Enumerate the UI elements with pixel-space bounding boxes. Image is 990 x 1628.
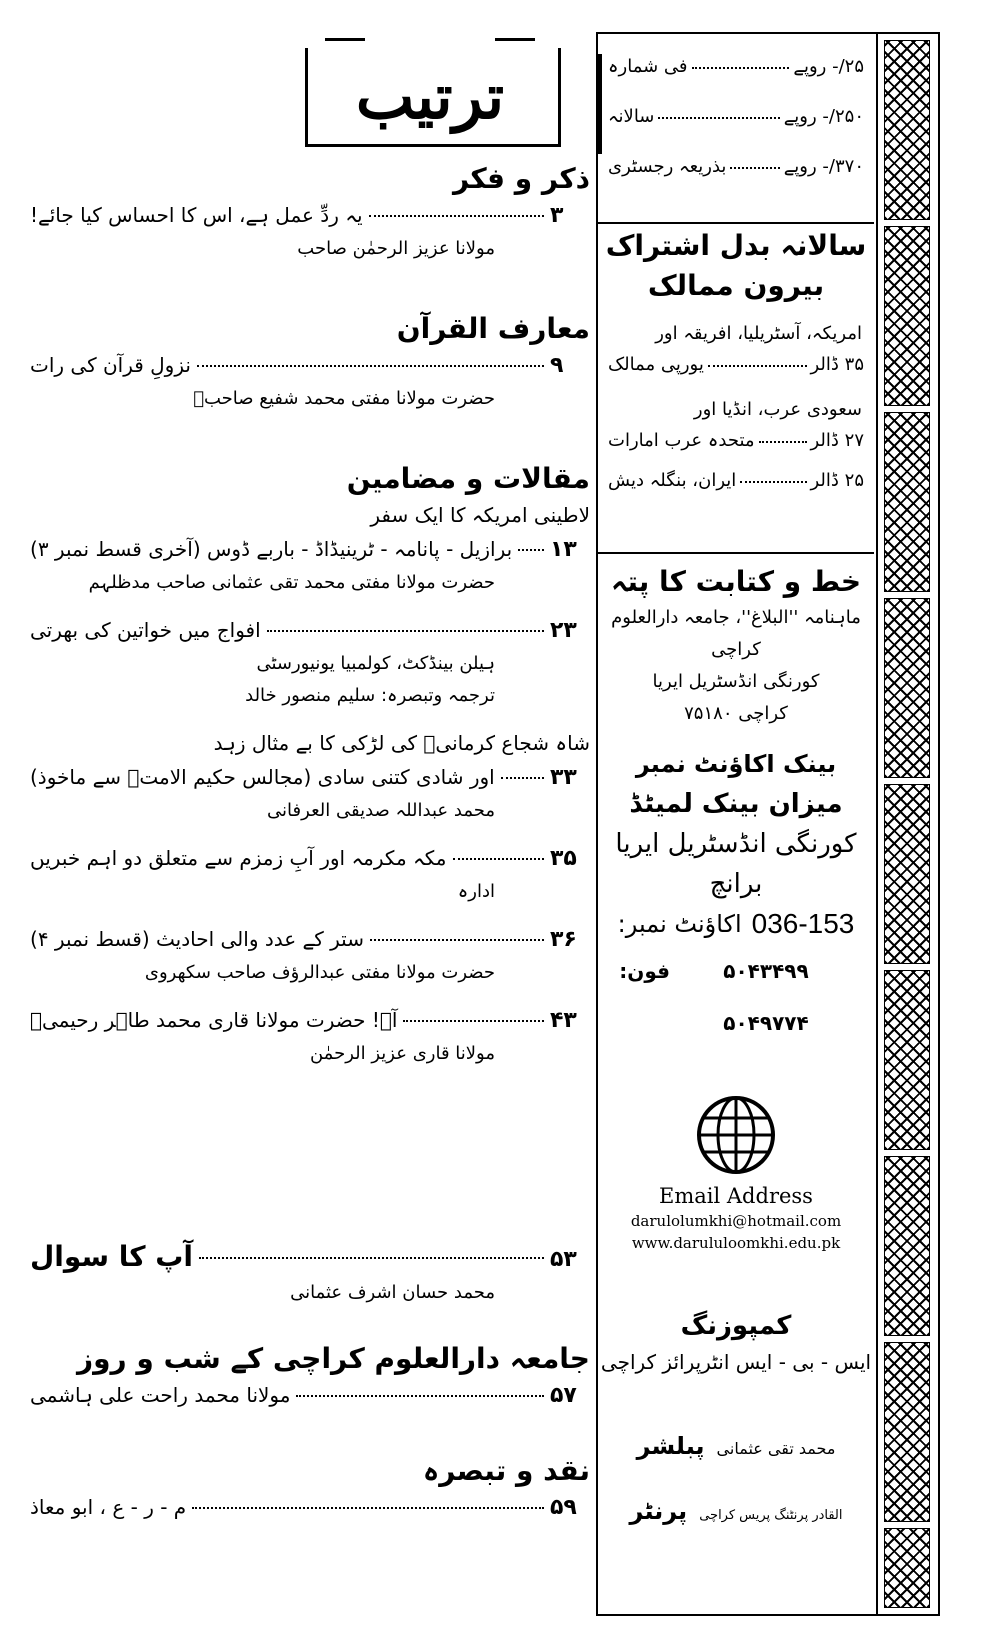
bank-name: میزان بینک لمیٹڈ <box>629 789 843 819</box>
section-heading: جامعہ دارالعلوم کراچی کے شب و روز <box>77 1342 590 1375</box>
leader-dots <box>192 1506 544 1509</box>
account-label: اکاؤنٹ نمبر: <box>617 910 742 938</box>
phone-block <box>598 954 874 1058</box>
address-line: کراچی ۷۵۱۸۰ <box>684 703 788 724</box>
foreign-subheading: بیرون ممالک <box>647 269 825 302</box>
entry-page: ۳۶ <box>550 927 577 952</box>
leader-dots <box>692 66 790 69</box>
website-link[interactable]: www.darululoomkhi.edu.pk <box>631 1234 841 1252</box>
entry-author: حضرت مولانا مفتی محمد شفیع صاحبؒ <box>193 388 495 409</box>
section-zikr-o-fikr <box>30 160 590 265</box>
entry-page: ۳ <box>550 203 564 228</box>
section-heading: معارف القرآن <box>396 312 590 345</box>
entry-title: آہ! حضرت مولانا قاری محمد طاہر رحیمیؒ <box>30 1008 398 1032</box>
bank-block <box>598 744 874 944</box>
toc-entry[interactable] <box>30 1378 590 1413</box>
toc-entry[interactable] <box>30 348 590 383</box>
entry-author: حضرت مولانا مفتی محمد تقی عثمانی صاحب مدظلہم <box>88 572 495 593</box>
address-line: کورنگی انڈسٹریل ایریا <box>652 671 820 692</box>
toc-entry[interactable] <box>30 922 590 957</box>
entry-page: ۵۹ <box>550 1495 577 1520</box>
rate-value: ۲۵۰/- روپے <box>783 106 864 127</box>
leader-dots <box>708 364 807 367</box>
ornament-block <box>884 970 930 1150</box>
leader-dots <box>518 548 544 551</box>
publisher-label: پبلشر <box>636 1432 705 1460</box>
ornament-block <box>884 1156 930 1336</box>
entry-page: ۵۷ <box>550 1383 577 1408</box>
foreign-heading: سالانہ بدل اشتراک <box>605 229 867 262</box>
toc-entry[interactable] <box>30 613 590 648</box>
composing-block <box>598 1306 874 1378</box>
leader-dots <box>267 629 544 632</box>
email-heading: Email Address <box>659 1184 813 1208</box>
divider <box>598 222 874 224</box>
entry-title: مکہ مکرمہ اور آبِ زمزم سے متعلق دو اہم خبریں <box>30 846 447 870</box>
ornamental-border <box>876 34 938 1614</box>
leader-dots <box>759 440 807 443</box>
bank-branch: کورنگی انڈسٹریل ایریا برانچ <box>615 829 857 899</box>
bank-heading: بینک اکاؤنٹ نمبر <box>635 750 837 778</box>
contact-web <box>598 1094 874 1254</box>
entry-page: ۱۳ <box>550 537 577 562</box>
leader-dots <box>197 364 544 367</box>
toc-entry[interactable] <box>30 1003 590 1038</box>
section-maqalat <box>30 460 590 1070</box>
account-row <box>598 904 874 944</box>
toc-entry[interactable] <box>30 760 590 795</box>
entry-page: ۲۳ <box>550 618 577 643</box>
subscription-rates <box>598 52 874 182</box>
ornament-block <box>884 598 930 778</box>
toc-entry[interactable] <box>30 198 590 233</box>
entry-page: ۹ <box>550 353 564 378</box>
printer-name: القادر پرنٹنگ پریس کراچی <box>699 1508 843 1523</box>
entry-title: یہ ردِّ عمل ہے، اس کا احساس کیا جائے! <box>30 203 363 227</box>
entry-author: مولانا قاری عزیز الرحمٰن <box>309 1043 495 1064</box>
ornament-block <box>884 226 930 406</box>
phone-row <box>598 954 874 1058</box>
table-of-contents <box>30 20 590 1610</box>
toc-entry[interactable] <box>30 1490 590 1525</box>
publisher-row <box>598 1424 874 1471</box>
rate-value: ۳۷۰/- روپے <box>783 156 864 177</box>
rate-value: ۲۷ ڈالر <box>810 430 864 451</box>
toc-entry[interactable] <box>30 841 590 876</box>
phone-number: ۵۰۴۳۴۹۹ <box>723 959 809 983</box>
rate-row <box>598 466 874 496</box>
leader-dots <box>199 1256 544 1259</box>
entry-author: محمد حسان اشرف عثمانی <box>290 1282 495 1303</box>
address-line: ماہنامہ ''البلاغ''، جامعہ دارالعلوم کراچی <box>611 607 861 660</box>
composing-heading: کمپوزنگ <box>680 1311 792 1341</box>
rate-value: ۲۵ ڈالر <box>810 470 864 491</box>
section-heading: آپ کا سوال <box>30 1240 194 1273</box>
title-box <box>305 38 565 148</box>
entry-author: محمد عبداللہ صدیقی العرفانی <box>267 800 495 821</box>
section-heading: مقالات و مضامین <box>346 462 590 495</box>
rate-row <box>598 152 874 182</box>
email-link[interactable]: darulolumkhi@hotmail.com <box>630 1212 842 1230</box>
rate-label: متحدہ عرب امارات <box>608 430 755 451</box>
toc-entry[interactable] <box>30 532 590 567</box>
leader-dots <box>370 938 544 941</box>
leader-dots <box>369 214 544 217</box>
entry-author: حضرت مولانا مفتی عبدالرؤف صاحب سکھروی <box>144 962 495 983</box>
section-naqd-o-tabsira <box>30 1452 590 1525</box>
entry-page: ۳۳ <box>550 765 577 790</box>
leader-dots <box>296 1394 544 1397</box>
page-title: ترتیب <box>355 60 505 133</box>
rate-row <box>598 52 874 82</box>
entry-translator: ترجمہ وتبصرہ: سلیم منصور خالد <box>245 685 495 706</box>
info-panel <box>596 32 940 1616</box>
entry-title: نزولِ قرآن کی رات <box>30 353 191 377</box>
phone-numbers <box>670 954 862 1058</box>
divider <box>598 552 874 554</box>
rate-row <box>598 426 874 456</box>
entry-page: ۴۳ <box>550 1008 577 1033</box>
rate-value: ۲۵/- روپے <box>793 56 864 77</box>
ornament-block <box>884 40 930 220</box>
leader-dots <box>403 1019 544 1022</box>
rate-row <box>598 350 874 380</box>
entry-author: مولانا عزیز الرحمٰن صاحب <box>297 238 495 259</box>
rate-value: ۳۵ ڈالر <box>810 354 864 375</box>
phone-label: فون: <box>619 959 670 983</box>
account-number: 036-153 <box>751 908 855 939</box>
publisher-name: محمد تقی عثمانی <box>716 1439 836 1458</box>
credits-block <box>598 1424 874 1538</box>
ornament-block <box>884 412 930 592</box>
printer-row <box>598 1489 874 1538</box>
rate-label: ایران، بنگلہ دیش <box>608 470 737 491</box>
rate-label: یورپی ممالک <box>608 354 704 375</box>
leader-dots <box>453 857 544 860</box>
section-shab-o-roz <box>30 1340 590 1413</box>
entry-title: افواج میں خواتین کی بھرتی <box>30 618 261 642</box>
section-heading: نقد و تبصرہ <box>422 1454 590 1487</box>
rate-row <box>598 102 874 132</box>
globe-icon <box>695 1094 777 1176</box>
entry-title: مولانا محمد راحت علی ہاشمی <box>30 1383 291 1407</box>
phone-number: ۵۰۴۹۷۷۴ <box>723 1011 809 1035</box>
leader-dots <box>740 480 806 483</box>
toc-entry[interactable] <box>30 1238 590 1277</box>
entry-page: ۵۳ <box>550 1247 577 1272</box>
section-aap-ka-sawal <box>30 1238 590 1309</box>
foreign-rates <box>598 226 874 496</box>
entry-author: ہیلن بینڈکٹ، کولمبیا یونیورسٹی <box>256 653 495 674</box>
rate-label: بذریعہ رجسٹری <box>608 156 727 177</box>
composing-name: ایس - بی - ایس انٹرپرائز کراچی <box>600 1350 872 1374</box>
entry-title: م - ر - ع ، ابو معاذ <box>30 1495 187 1519</box>
entry-title: اور شادی کتنی سادی (مجالس حکیم الامتؒ سے ماخوذ) <box>30 765 495 789</box>
rate-label: فی شمارہ <box>608 56 688 77</box>
entry-title: برازیل - پانامہ - ٹرینیڈاڈ - باربے ڈوس (آخری قسط نمبر ۳) <box>30 537 513 561</box>
section-intro: لاطینی امریکہ کا ایک سفر <box>370 503 590 527</box>
rate-label: سالانہ <box>608 106 655 127</box>
ornament-block <box>884 1342 930 1522</box>
leader-dots <box>730 166 779 169</box>
printer-label: پرنٹر <box>629 1497 688 1525</box>
leader-dots <box>501 776 544 779</box>
entry-title-line1: شاہ شجاع کرمانیؒ کی لڑکی کا بے مثال زہد <box>213 731 590 755</box>
section-heading: ذکر و فکر <box>452 162 590 195</box>
foreign-line: سعودی عرب، انڈیا اور <box>693 399 862 420</box>
entry-author: ادارہ <box>457 881 495 902</box>
address-heading: خط و کتابت کا پتہ <box>610 565 862 598</box>
ornament-block <box>884 784 930 964</box>
entry-page: ۳۵ <box>550 846 577 871</box>
ornament-block <box>884 1528 930 1608</box>
section-maarif-ul-quran <box>30 310 590 415</box>
leader-dots <box>658 116 779 119</box>
foreign-line: امریکہ، آسٹریلیا، افریقہ اور <box>655 323 862 344</box>
address-block <box>598 562 874 730</box>
entry-title: ستر کے عدد والی احادیث (قسط نمبر ۴) <box>30 927 364 951</box>
